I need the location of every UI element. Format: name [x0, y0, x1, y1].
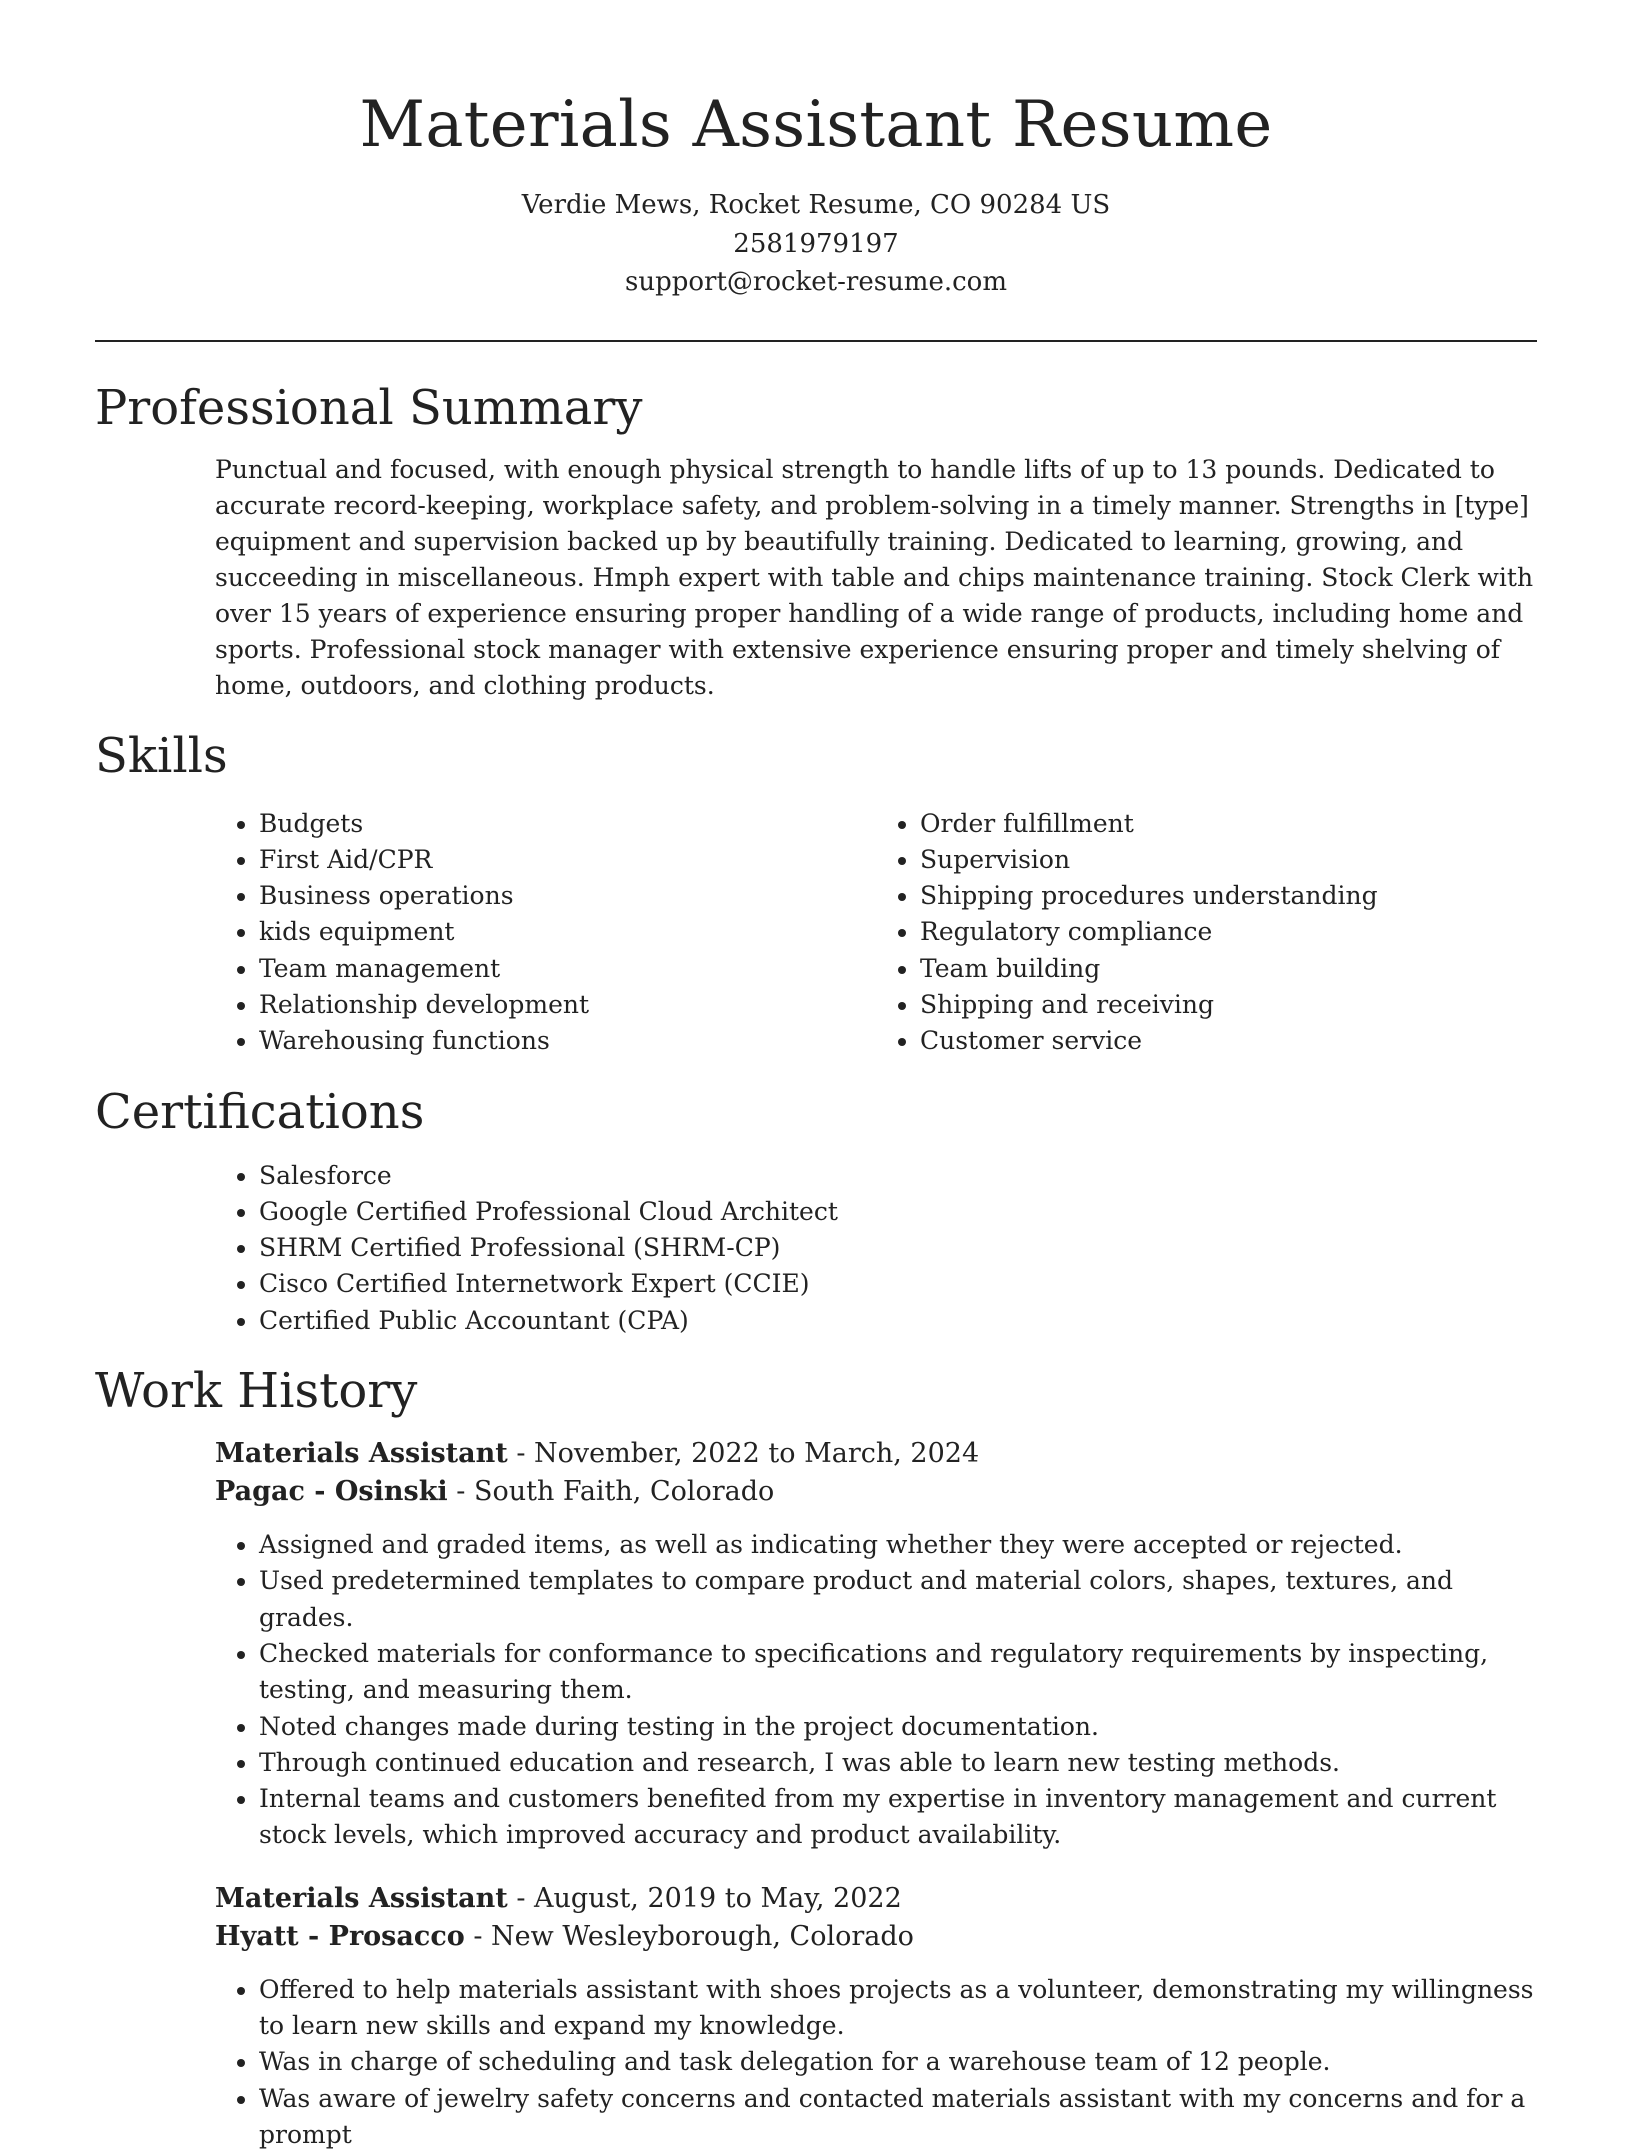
- certifications-section: [95, 1082, 1537, 1339]
- skill-item: • First Aid/CPR: [259, 842, 876, 878]
- job-title: Materials Assistant: [215, 1882, 508, 1914]
- skill-item: • Shipping procedures understanding: [920, 878, 1537, 914]
- resume-header: [95, 0, 1537, 302]
- resume-page: [95, 0, 1537, 2153]
- job-duty-item: • Was aware of jewelry safety concerns and contacted materials assistant with my concerns and for a prompt: [259, 2081, 1537, 2153]
- job-location: - New Wesleyborough, Colorado: [464, 1920, 914, 1952]
- job-duty-item: • Was in charge of scheduling and task delegation for a warehouse team of 12 people.: [259, 2044, 1537, 2080]
- skill-item: • Warehousing functions: [259, 1023, 876, 1059]
- page-title: Materials Assistant Resume: [359, 88, 1273, 162]
- job-duty-item: • Internal teams and customers benefited from my expertise in inventory management and current stock levels, which improved accuracy and product availability.: [259, 1781, 1537, 1854]
- job-title-line: [215, 1435, 1537, 1473]
- job-duty-item: • Assigned and graded items, as well as indicating whether they were accepted or rejected.: [259, 1527, 1537, 1563]
- section-heading-skills: Skills: [95, 727, 228, 784]
- job-entry: [215, 1435, 1537, 1854]
- certification-item: • Cisco Certified Internetwork Expert (CCIE): [259, 1266, 1537, 1302]
- job-duties-list: [215, 1527, 1537, 1854]
- skills-grid: [215, 806, 1537, 1060]
- job-location: - South Faith, Colorado: [447, 1476, 775, 1508]
- contact-address: Verdie Mews, Rocket Resume, CO 90284 US: [521, 190, 1111, 220]
- skills-list-left: [215, 806, 876, 1060]
- professional-summary-section: [95, 378, 1537, 704]
- job-duty-item: • Used predetermined templates to compare product and material colors, shapes, textures, and grades.: [259, 1563, 1537, 1636]
- job-company: Pagac - Osinski: [215, 1476, 448, 1508]
- job-duty-item: • Offered to help materials assistant with shoes projects as a volunteer, demonstrating my willingness to learn new skills and expand my knowledge.: [259, 1972, 1537, 2045]
- section-heading-work-history: Work History: [95, 1363, 418, 1420]
- skill-item: • Team management: [259, 951, 876, 987]
- job-title: Materials Assistant: [215, 1438, 508, 1470]
- job-title-line: [215, 1880, 1537, 1918]
- skill-item: • Regulatory compliance: [920, 914, 1537, 950]
- skill-item: • kids equipment: [259, 914, 876, 950]
- job-company: Hyatt - Prosacco: [215, 1920, 465, 1952]
- contact-phone: 2581979197: [733, 228, 899, 259]
- skill-item: • Business operations: [259, 878, 876, 914]
- skills-list-right: [876, 806, 1537, 1060]
- job-duty-item: • Through continued education and research, I was able to learn new testing methods.: [259, 1745, 1537, 1781]
- job-company-line: [215, 1918, 1537, 1956]
- work-history-section: [95, 1361, 1537, 2153]
- certifications-list: [215, 1158, 1537, 1339]
- contact-block: [95, 186, 1537, 302]
- certification-item: • Certified Public Accountant (CPA): [259, 1303, 1537, 1339]
- certification-item: • Google Certified Professional Cloud Architect: [259, 1194, 1537, 1230]
- skill-item: • Team building: [920, 951, 1537, 987]
- section-heading-certifications: Certifications: [95, 1083, 425, 1140]
- contact-email: support@rocket-resume.com: [624, 267, 1007, 297]
- skill-item: • Budgets: [259, 806, 876, 842]
- certification-item: • SHRM Certified Professional (SHRM-CP): [259, 1230, 1537, 1266]
- job-duty-item: • Checked materials for conformance to specifications and regulatory requirements by inspecting, testing, and measuring them.: [259, 1636, 1537, 1709]
- skill-item: • Relationship development: [259, 987, 876, 1023]
- skills-section: [95, 726, 1537, 1060]
- job-company-line: [215, 1473, 1537, 1511]
- job-dates: - August, 2019 to May, 2022: [507, 1882, 902, 1914]
- skill-item: • Order fulfillment: [920, 806, 1537, 842]
- job-duty-item: • Noted changes made during testing in the project documentation.: [259, 1709, 1537, 1745]
- job-dates: - November, 2022 to March, 2024: [507, 1438, 980, 1470]
- skill-item: • Supervision: [920, 842, 1537, 878]
- skill-item: • Shipping and receiving: [920, 987, 1537, 1023]
- certification-item: • Salesforce: [259, 1158, 1537, 1194]
- section-heading-summary: Professional Summary: [95, 379, 643, 436]
- summary-text: Punctual and focused, with enough physical strength to handle lifts of up to 13 pounds. Dedicated to accurate record-keeping, workplace safety, and problem-solving in a timely manner. Strengths in [type] equipment and supervision backed up by beautifully training. Dedicated to learning, growing, and succeeding in miscellaneous. Hmph expert with table and chips maintenance training. Stock Clerk with over 15 years of experience ensuring proper handling of a wide range of products, including home and sports. Professional stock manager with extensive experience ensuring proper and timely shelving of home, outdoors, and clothing products.: [215, 454, 1534, 700]
- job-duties-list: [215, 1972, 1537, 2153]
- skill-item: • Customer service: [920, 1023, 1537, 1059]
- job-entry: [215, 1880, 1537, 2153]
- header-divider: [95, 340, 1537, 342]
